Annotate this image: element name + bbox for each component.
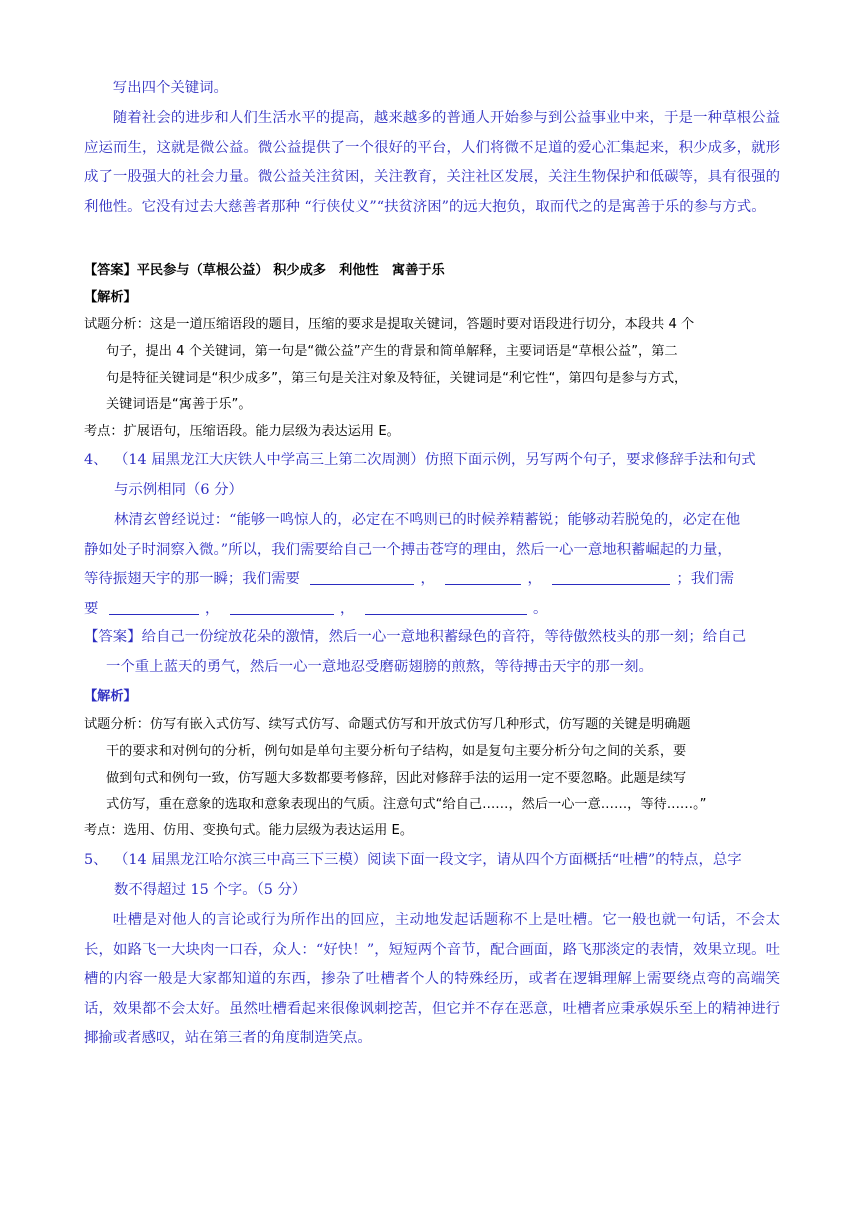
analysis-4-line: 干的要求和对例句的分析，例句如是单句主要分析句子结构，如是复句主要分析分句之间的关系，要 <box>106 743 687 759</box>
analysis-1-line: 试题分析：这是一道压缩语段的题目，压缩的要求是提取关键词，答题时要对语段进行切分，本段共 4 个 <box>84 317 695 332</box>
passage-weigongyi: 随着社会的进步和人们生活水平的提高，越来越多的普通人开始参与到公益事业中来，于是一种草根公益应运而生，这就是微公益。微公益提供了一个很好的平台，人们将微不足道的爱心汇集起来，积少成多，就形成了一股强大的社会力量。微公益关注贫困，关注教育，关注社区发展，关注生物保护和低碳等，具有很强的利他性。它没有过去大慈善者那种 “行侠仗义”“扶贫济困”的远大抱负，取而代之的是寓善于乐的参与方式。 <box>84 110 780 215</box>
answer-blank[interactable] <box>365 598 527 615</box>
answer-1: 【答案】平民参与（草根公益） 积少成多 利他性 寓善于乐 <box>84 263 445 278</box>
kaodian-1: 考点：扩展语句，压缩语段。能力层级为表达运用 E。 <box>84 424 400 439</box>
answer-blank[interactable] <box>552 568 670 585</box>
passage-line: 林清玄曾经说过：“能够一鸣惊人的，必定在不鸣则已的时候养精蓄锐；能够动若脱兔的，必定在他 <box>114 512 741 528</box>
question-4 <box>84 446 780 505</box>
answer-4-line: 【答案】给自己一份绽放花朵的激情，然后一心一意地积蓄绿色的音符，等待傲然枝头的那一刻；给自己 <box>84 629 746 645</box>
analysis-1 <box>84 312 780 419</box>
analysis-1-line: 句是特征关键词是“积少成多”，第三句是关注对象及特征，关键词是“利它性“，第四句是参与方式， <box>106 370 688 386</box>
question-5-stem: （14 届黑龙江哈尔滨三中高三下三模）阅读下面一段文字，请从四个方面概括“吐槽”的特点，总字 <box>114 852 742 868</box>
question-5 <box>84 846 780 905</box>
passage-line-blanks-1: 等待振翅天宇的那一瞬；我们需要 ， ， ；我们需 <box>84 565 780 595</box>
analysis-4-label: 【解析】 <box>84 689 137 704</box>
answer-blank[interactable] <box>230 598 334 615</box>
passage-line-blanks-2: 要 ， ， 。 <box>84 595 780 625</box>
analysis-4-line: 做到句式和例句一致，仿写题大多数都要考修辞，因此对修辞手法的运用一定不要忽略。此题是续写 <box>106 770 687 786</box>
answer-4 <box>84 623 780 682</box>
question-4-stem: （14 届黑龙江大庆铁人中学高三上第二次周测）仿照下面示例，另写两个句子，要求修辞手法和句式 <box>114 452 756 468</box>
question-4-passage <box>84 506 780 624</box>
question-4-number: 4、 <box>84 452 108 468</box>
question-4-stem-cont: 与示例相同（6 分） <box>114 481 243 498</box>
question-5-number: 5、 <box>84 852 108 868</box>
intro-line: 写出四个关键词。 <box>112 80 228 96</box>
answer-blank[interactable] <box>109 598 199 615</box>
answer-blank[interactable] <box>310 568 414 585</box>
analysis-1-line: 关键词语是“寓善于乐”。 <box>106 397 252 413</box>
analysis-4-line: 试题分析：仿写有嵌入式仿写、续写式仿写、命题式仿写和开放式仿写几种形式，仿写题的关键是明确题 <box>84 717 691 732</box>
passage-line: 静如处子时洞察入微。”所以，我们需要给自己一个搏击苍穹的理由，然后一心一意地积蓄崛起的力量， <box>84 541 732 558</box>
question-5-stem-cont: 数不得超过 15 个字。（5 分） <box>114 881 307 898</box>
passage-tucao: 吐槽是对他人的言论或行为所作出的回应，主动地发起话题称不上是吐槽。它一般也就一句话，不会太长，如路飞一大块肉一口吞，众人：“好快！”，短短两个音节，配合画面，路飞那淡定的表情，效果立现。吐槽的内容一般是大家都知道的东西，掺杂了吐槽者个人的特殊经历，或者在逻辑理解上需要绕点弯的高端笑话，效果都不会太好。虽然吐槽看起来很像讽刺挖苦，但它并不存在恶意，吐槽者应秉承娱乐至上的精神进行揶揄或者感叹，站在第三者的角度制造笑点。 <box>84 912 780 1047</box>
answer-blank[interactable] <box>445 568 521 585</box>
answer-4-line: 一个重上蓝天的勇气，然后一心一意地忍受磨砺翅膀的煎熬，等待搏击天宇的那一刻。 <box>106 658 653 675</box>
kaodian-4: 考点：选用、仿用、变换句式。能力层级为表达运用 E。 <box>84 823 414 838</box>
analysis-4-line: 式仿写，重在意象的选取和意象表现出的气质。注意句式“给自己……，然后一心一意……，等待……。” <box>106 797 707 813</box>
analysis-4 <box>84 712 780 819</box>
analysis-1-label: 【解析】 <box>84 290 137 305</box>
analysis-1-line: 句子，提出 4 个关键词，第一句是“微公益”产生的背景和简单解释，主要词语是“草根公益”，第二 <box>106 343 678 359</box>
